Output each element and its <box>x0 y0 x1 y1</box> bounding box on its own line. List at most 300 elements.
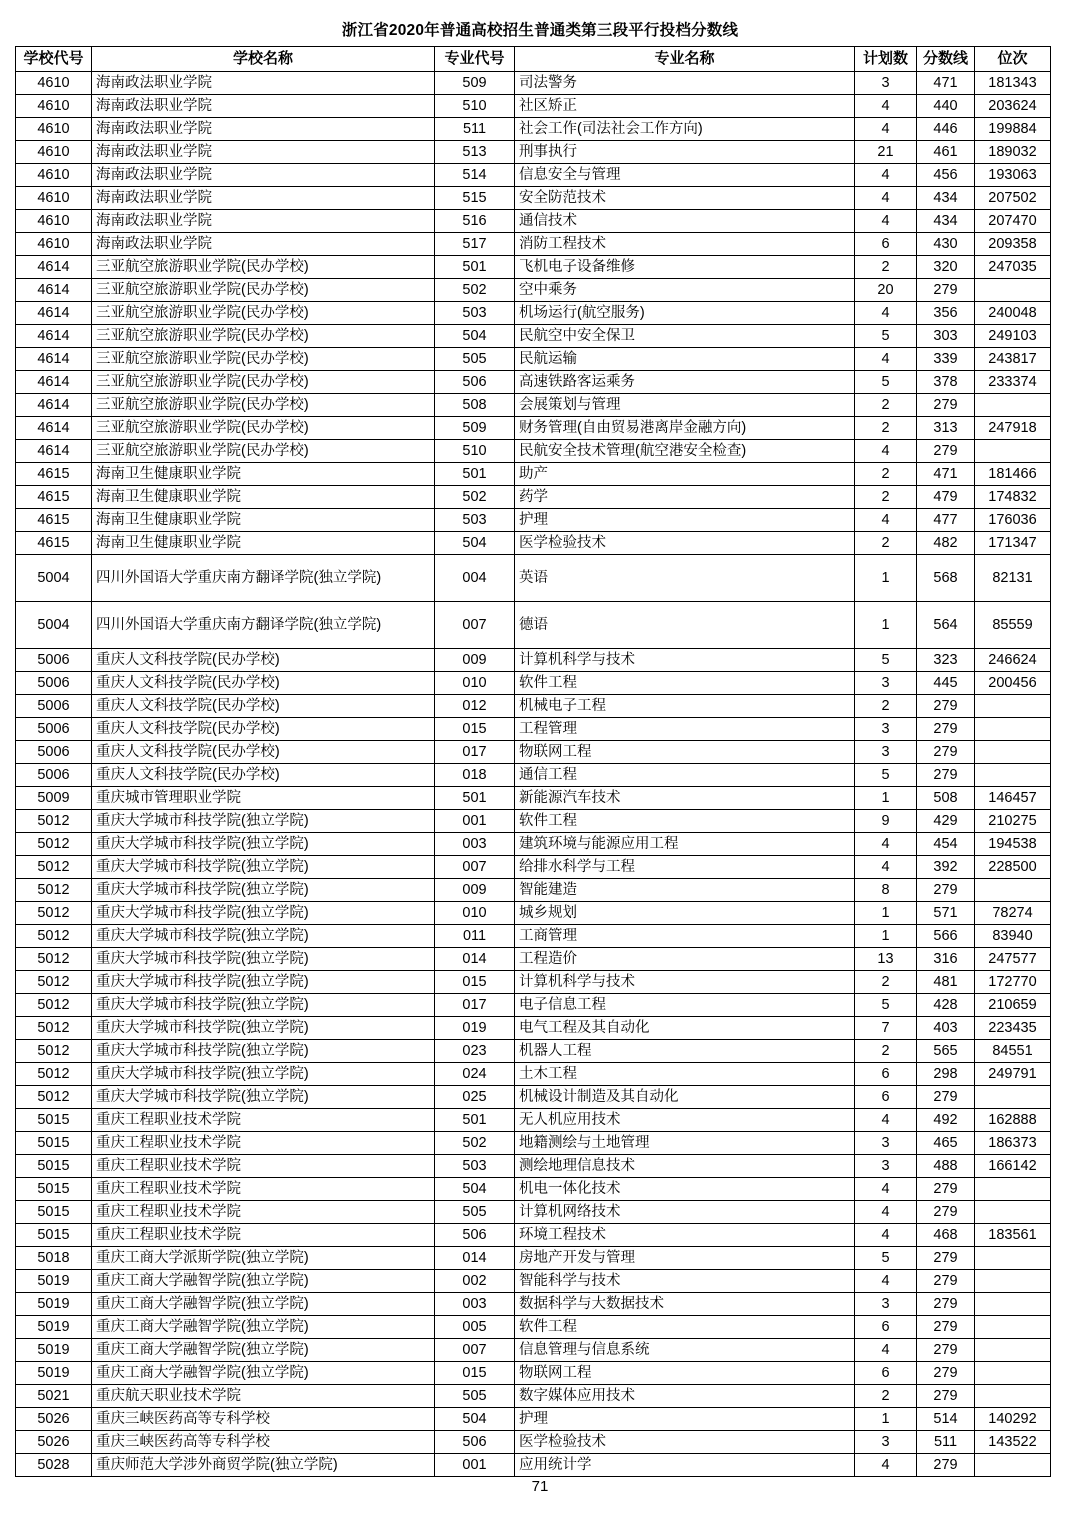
table-row <box>16 787 1051 810</box>
cell-major-name: 机械设计制造及其自动化 <box>515 1086 855 1109</box>
cell-plan-count: 4 <box>855 1201 917 1224</box>
cell-score-line: 461 <box>917 141 975 164</box>
cell-score-line: 279 <box>917 1454 975 1477</box>
cell-school-code: 4610 <box>16 164 92 187</box>
table-body <box>16 72 1051 1477</box>
cell-plan-count: 5 <box>855 371 917 394</box>
cell-score-line: 323 <box>917 649 975 672</box>
table-row <box>16 118 1051 141</box>
table-row <box>16 1408 1051 1431</box>
cell-rank: 186373 <box>975 1132 1051 1155</box>
table-header <box>16 47 1051 72</box>
cell-rank <box>975 1362 1051 1385</box>
cell-major-name: 地籍测绘与土地管理 <box>515 1132 855 1155</box>
table-row <box>16 279 1051 302</box>
table-row <box>16 833 1051 856</box>
cell-school-name: 海南政法职业学院 <box>92 210 435 233</box>
cell-school-code: 4610 <box>16 187 92 210</box>
cell-plan-count: 6 <box>855 233 917 256</box>
cell-major-name: 通信技术 <box>515 210 855 233</box>
table-row <box>16 1339 1051 1362</box>
cell-school-name: 重庆大学城市科技学院(独立学院) <box>92 833 435 856</box>
table-row <box>16 856 1051 879</box>
cell-major-name: 电子信息工程 <box>515 994 855 1017</box>
cell-score-line: 279 <box>917 394 975 417</box>
cell-score-line: 514 <box>917 1408 975 1431</box>
cell-major-code: 515 <box>435 187 515 210</box>
cell-school-name: 重庆三峡医药高等专科学校 <box>92 1431 435 1454</box>
table-row <box>16 1431 1051 1454</box>
cell-major-code: 502 <box>435 486 515 509</box>
cell-score-line: 456 <box>917 164 975 187</box>
cell-major-code: 504 <box>435 1178 515 1201</box>
cell-plan-count: 4 <box>855 95 917 118</box>
column-header-major-code: 专业代号 <box>435 47 515 72</box>
cell-rank <box>975 1270 1051 1293</box>
table-row <box>16 649 1051 672</box>
cell-rank: 83940 <box>975 925 1051 948</box>
cell-school-code: 5012 <box>16 971 92 994</box>
cell-score-line: 279 <box>917 279 975 302</box>
cell-school-code: 5004 <box>16 602 92 649</box>
table-row <box>16 233 1051 256</box>
cell-plan-count: 1 <box>855 555 917 602</box>
cell-score-line: 440 <box>917 95 975 118</box>
cell-major-code: 005 <box>435 1316 515 1339</box>
cell-score-line: 356 <box>917 302 975 325</box>
cell-major-name: 城乡规划 <box>515 902 855 925</box>
cell-major-name: 德语 <box>515 602 855 649</box>
cell-school-name: 重庆工商大学融智学院(独立学院) <box>92 1270 435 1293</box>
cell-major-name: 医学检验技术 <box>515 532 855 555</box>
cell-major-code: 014 <box>435 1247 515 1270</box>
cell-major-code: 501 <box>435 256 515 279</box>
cell-major-name: 医学检验技术 <box>515 1431 855 1454</box>
cell-school-name: 三亚航空旅游职业学院(民办学校) <box>92 302 435 325</box>
cell-major-code: 007 <box>435 856 515 879</box>
cell-major-name: 计算机科学与技术 <box>515 649 855 672</box>
cell-major-name: 工商管理 <box>515 925 855 948</box>
cell-major-name: 药学 <box>515 486 855 509</box>
cell-school-code: 4614 <box>16 348 92 371</box>
cell-plan-count: 20 <box>855 279 917 302</box>
cell-major-code: 009 <box>435 649 515 672</box>
cell-school-code: 4610 <box>16 210 92 233</box>
table-row <box>16 532 1051 555</box>
cell-major-code: 024 <box>435 1063 515 1086</box>
cell-school-code: 4615 <box>16 509 92 532</box>
cell-rank: 171347 <box>975 532 1051 555</box>
cell-plan-count: 4 <box>855 348 917 371</box>
cell-major-name: 消防工程技术 <box>515 233 855 256</box>
table-row <box>16 1178 1051 1201</box>
cell-school-name: 三亚航空旅游职业学院(民办学校) <box>92 279 435 302</box>
cell-major-code: 502 <box>435 279 515 302</box>
cell-major-name: 护理 <box>515 509 855 532</box>
cell-plan-count: 1 <box>855 925 917 948</box>
cell-school-code: 5012 <box>16 994 92 1017</box>
cell-plan-count: 6 <box>855 1063 917 1086</box>
cell-school-name: 重庆大学城市科技学院(独立学院) <box>92 810 435 833</box>
cell-score-line: 279 <box>917 1086 975 1109</box>
table-row <box>16 1201 1051 1224</box>
cell-plan-count: 2 <box>855 695 917 718</box>
table-row <box>16 1385 1051 1408</box>
cell-plan-count: 6 <box>855 1316 917 1339</box>
table-row <box>16 371 1051 394</box>
cell-school-name: 重庆人文科技学院(民办学校) <box>92 741 435 764</box>
cell-rank <box>975 718 1051 741</box>
cell-major-name: 智能建造 <box>515 879 855 902</box>
cell-score-line: 511 <box>917 1431 975 1454</box>
cell-rank <box>975 440 1051 463</box>
cell-score-line: 320 <box>917 256 975 279</box>
cell-major-code: 011 <box>435 925 515 948</box>
table-row <box>16 1362 1051 1385</box>
cell-plan-count: 2 <box>855 256 917 279</box>
cell-rank: 84551 <box>975 1040 1051 1063</box>
cell-school-code: 5019 <box>16 1270 92 1293</box>
table-row <box>16 695 1051 718</box>
cell-rank: 82131 <box>975 555 1051 602</box>
cell-school-code: 4610 <box>16 141 92 164</box>
cell-school-name: 海南政法职业学院 <box>92 141 435 164</box>
cell-major-code: 007 <box>435 602 515 649</box>
cell-school-code: 5026 <box>16 1408 92 1431</box>
cell-score-line: 430 <box>917 233 975 256</box>
cell-rank: 143522 <box>975 1431 1051 1454</box>
table-row <box>16 417 1051 440</box>
cell-rank: 181466 <box>975 463 1051 486</box>
cell-major-code: 509 <box>435 417 515 440</box>
cell-rank: 223435 <box>975 1017 1051 1040</box>
cell-plan-count: 4 <box>855 1270 917 1293</box>
cell-school-code: 4614 <box>16 256 92 279</box>
cell-school-code: 4615 <box>16 463 92 486</box>
cell-score-line: 279 <box>917 1316 975 1339</box>
cell-major-code: 009 <box>435 879 515 902</box>
cell-major-name: 信息管理与信息系统 <box>515 1339 855 1362</box>
cell-score-line: 279 <box>917 1362 975 1385</box>
cell-rank <box>975 1293 1051 1316</box>
cell-school-name: 海南卫生健康职业学院 <box>92 486 435 509</box>
cell-score-line: 488 <box>917 1155 975 1178</box>
cell-plan-count: 4 <box>855 1339 917 1362</box>
cell-major-code: 511 <box>435 118 515 141</box>
table-row <box>16 95 1051 118</box>
table-row <box>16 1224 1051 1247</box>
cell-plan-count: 21 <box>855 141 917 164</box>
cell-rank <box>975 1454 1051 1477</box>
cell-school-name: 重庆人文科技学院(民办学校) <box>92 649 435 672</box>
cell-rank: 207502 <box>975 187 1051 210</box>
cell-school-name: 重庆工程职业技术学院 <box>92 1224 435 1247</box>
cell-score-line: 392 <box>917 856 975 879</box>
cell-score-line: 279 <box>917 1339 975 1362</box>
cell-school-name: 三亚航空旅游职业学院(民办学校) <box>92 325 435 348</box>
cell-score-line: 479 <box>917 486 975 509</box>
cell-plan-count: 1 <box>855 787 917 810</box>
table-row <box>16 187 1051 210</box>
cell-major-name: 计算机网络技术 <box>515 1201 855 1224</box>
cell-major-name: 机械电子工程 <box>515 695 855 718</box>
cell-major-code: 516 <box>435 210 515 233</box>
cell-school-code: 4610 <box>16 233 92 256</box>
cell-rank: 247577 <box>975 948 1051 971</box>
cell-score-line: 481 <box>917 971 975 994</box>
cell-school-name: 四川外国语大学重庆南方翻译学院(独立学院) <box>92 602 435 649</box>
cell-school-name: 重庆人文科技学院(民办学校) <box>92 695 435 718</box>
cell-major-name: 环境工程技术 <box>515 1224 855 1247</box>
cell-score-line: 279 <box>917 718 975 741</box>
cell-major-code: 510 <box>435 95 515 118</box>
table-row <box>16 948 1051 971</box>
cell-rank: 189032 <box>975 141 1051 164</box>
cell-major-name: 软件工程 <box>515 810 855 833</box>
cell-major-code: 504 <box>435 325 515 348</box>
table-row <box>16 348 1051 371</box>
cell-plan-count: 4 <box>855 164 917 187</box>
cell-plan-count: 1 <box>855 902 917 925</box>
cell-rank: 240048 <box>975 302 1051 325</box>
cell-school-code: 5004 <box>16 555 92 602</box>
cell-major-code: 504 <box>435 532 515 555</box>
cell-school-name: 重庆工程职业技术学院 <box>92 1155 435 1178</box>
cell-score-line: 279 <box>917 695 975 718</box>
cell-rank <box>975 394 1051 417</box>
cell-score-line: 378 <box>917 371 975 394</box>
cell-school-name: 重庆大学城市科技学院(独立学院) <box>92 1086 435 1109</box>
cell-score-line: 279 <box>917 1293 975 1316</box>
cell-school-code: 5015 <box>16 1224 92 1247</box>
table-row <box>16 1063 1051 1086</box>
score-table-container <box>15 46 1065 1477</box>
cell-plan-count: 4 <box>855 440 917 463</box>
cell-score-line: 279 <box>917 741 975 764</box>
cell-major-name: 测绘地理信息技术 <box>515 1155 855 1178</box>
cell-plan-count: 4 <box>855 118 917 141</box>
cell-plan-count: 3 <box>855 1431 917 1454</box>
cell-school-code: 5015 <box>16 1132 92 1155</box>
cell-major-code: 504 <box>435 1408 515 1431</box>
cell-plan-count: 4 <box>855 210 917 233</box>
cell-school-code: 4614 <box>16 417 92 440</box>
cell-major-code: 010 <box>435 902 515 925</box>
cell-rank: 210659 <box>975 994 1051 1017</box>
cell-school-code: 5015 <box>16 1109 92 1132</box>
table-row <box>16 971 1051 994</box>
cell-major-code: 509 <box>435 72 515 95</box>
cell-major-name: 土木工程 <box>515 1063 855 1086</box>
cell-score-line: 403 <box>917 1017 975 1040</box>
cell-major-name: 民航安全技术管理(航空港安全检查) <box>515 440 855 463</box>
cell-score-line: 279 <box>917 879 975 902</box>
cell-major-code: 015 <box>435 1362 515 1385</box>
cell-major-name: 通信工程 <box>515 764 855 787</box>
cell-major-code: 514 <box>435 164 515 187</box>
cell-school-code: 4615 <box>16 486 92 509</box>
cell-rank <box>975 1086 1051 1109</box>
table-row <box>16 302 1051 325</box>
cell-rank <box>975 1316 1051 1339</box>
cell-plan-count: 4 <box>855 1178 917 1201</box>
cell-school-name: 海南政法职业学院 <box>92 233 435 256</box>
cell-plan-count: 5 <box>855 764 917 787</box>
cell-school-code: 5006 <box>16 741 92 764</box>
cell-plan-count: 2 <box>855 1385 917 1408</box>
cell-rank <box>975 741 1051 764</box>
cell-rank: 249103 <box>975 325 1051 348</box>
page-number: 71 <box>531 1478 549 1495</box>
cell-school-code: 5015 <box>16 1201 92 1224</box>
cell-score-line: 279 <box>917 440 975 463</box>
cell-plan-count: 5 <box>855 325 917 348</box>
cell-rank: 78274 <box>975 902 1051 925</box>
table-row <box>16 902 1051 925</box>
cell-school-name: 海南卫生健康职业学院 <box>92 532 435 555</box>
cell-school-name: 四川外国语大学重庆南方翻译学院(独立学院) <box>92 555 435 602</box>
cell-major-code: 502 <box>435 1132 515 1155</box>
cell-major-name: 空中乘务 <box>515 279 855 302</box>
cell-school-name: 重庆工商大学派斯学院(独立学院) <box>92 1247 435 1270</box>
cell-major-code: 505 <box>435 1385 515 1408</box>
cell-major-name: 工程造价 <box>515 948 855 971</box>
cell-school-code: 5012 <box>16 810 92 833</box>
table-row <box>16 764 1051 787</box>
table-row <box>16 672 1051 695</box>
table-row <box>16 741 1051 764</box>
cell-rank: 209358 <box>975 233 1051 256</box>
cell-major-code: 505 <box>435 348 515 371</box>
cell-major-code: 002 <box>435 1270 515 1293</box>
cell-score-line: 428 <box>917 994 975 1017</box>
cell-major-name: 建筑环境与能源应用工程 <box>515 833 855 856</box>
cell-rank: 140292 <box>975 1408 1051 1431</box>
cell-major-code: 025 <box>435 1086 515 1109</box>
cell-school-code: 4614 <box>16 325 92 348</box>
cell-major-name: 机器人工程 <box>515 1040 855 1063</box>
cell-school-name: 重庆人文科技学院(民办学校) <box>92 672 435 695</box>
cell-plan-count: 9 <box>855 810 917 833</box>
cell-score-line: 316 <box>917 948 975 971</box>
cell-major-code: 506 <box>435 371 515 394</box>
cell-score-line: 279 <box>917 1270 975 1293</box>
cell-major-name: 软件工程 <box>515 1316 855 1339</box>
cell-major-code: 023 <box>435 1040 515 1063</box>
cell-major-name: 社区矫正 <box>515 95 855 118</box>
cell-school-name: 重庆航天职业技术学院 <box>92 1385 435 1408</box>
cell-major-name: 物联网工程 <box>515 1362 855 1385</box>
table-row <box>16 1086 1051 1109</box>
cell-rank: 246624 <box>975 649 1051 672</box>
cell-school-name: 三亚航空旅游职业学院(民办学校) <box>92 348 435 371</box>
cell-rank: 174832 <box>975 486 1051 509</box>
cell-rank: 166142 <box>975 1155 1051 1178</box>
cell-school-code: 5019 <box>16 1316 92 1339</box>
cell-score-line: 471 <box>917 72 975 95</box>
cell-plan-count: 5 <box>855 1247 917 1270</box>
cell-major-name: 给排水科学与工程 <box>515 856 855 879</box>
column-header-score-line: 分数线 <box>917 47 975 72</box>
cell-major-code: 003 <box>435 1293 515 1316</box>
cell-school-code: 5009 <box>16 787 92 810</box>
cell-rank <box>975 1385 1051 1408</box>
cell-school-name: 三亚航空旅游职业学院(民办学校) <box>92 256 435 279</box>
cell-major-name: 机场运行(航空服务) <box>515 302 855 325</box>
cell-plan-count: 3 <box>855 1155 917 1178</box>
cell-score-line: 279 <box>917 1247 975 1270</box>
cell-major-name: 信息安全与管理 <box>515 164 855 187</box>
cell-score-line: 571 <box>917 902 975 925</box>
cell-school-name: 重庆工程职业技术学院 <box>92 1178 435 1201</box>
cell-plan-count: 4 <box>855 187 917 210</box>
cell-school-name: 海南政法职业学院 <box>92 72 435 95</box>
cell-rank: 247035 <box>975 256 1051 279</box>
cell-major-code: 001 <box>435 1454 515 1477</box>
table-row <box>16 718 1051 741</box>
cell-rank: 207470 <box>975 210 1051 233</box>
cell-school-name: 海南政法职业学院 <box>92 164 435 187</box>
cell-rank <box>975 1178 1051 1201</box>
cell-school-code: 5012 <box>16 925 92 948</box>
cell-school-code: 5019 <box>16 1339 92 1362</box>
cell-score-line: 477 <box>917 509 975 532</box>
table-row <box>16 810 1051 833</box>
table-row <box>16 325 1051 348</box>
table-row <box>16 1454 1051 1477</box>
cell-plan-count: 3 <box>855 1293 917 1316</box>
table-row <box>16 440 1051 463</box>
cell-school-name: 重庆工商大学融智学院(独立学院) <box>92 1339 435 1362</box>
cell-school-name: 重庆师范大学涉外商贸学院(独立学院) <box>92 1454 435 1477</box>
cell-school-name: 重庆大学城市科技学院(独立学院) <box>92 879 435 902</box>
cell-plan-count: 3 <box>855 72 917 95</box>
cell-rank <box>975 695 1051 718</box>
cell-school-name: 重庆工商大学融智学院(独立学院) <box>92 1362 435 1385</box>
table-row <box>16 925 1051 948</box>
cell-major-code: 505 <box>435 1201 515 1224</box>
cell-school-name: 重庆大学城市科技学院(独立学院) <box>92 1063 435 1086</box>
cell-school-code: 4615 <box>16 532 92 555</box>
cell-plan-count: 3 <box>855 672 917 695</box>
cell-major-code: 018 <box>435 764 515 787</box>
cell-major-name: 电气工程及其自动化 <box>515 1017 855 1040</box>
cell-plan-count: 4 <box>855 1454 917 1477</box>
cell-school-code: 4610 <box>16 72 92 95</box>
cell-major-code: 517 <box>435 233 515 256</box>
cell-score-line: 565 <box>917 1040 975 1063</box>
cell-plan-count: 3 <box>855 718 917 741</box>
cell-school-code: 5006 <box>16 649 92 672</box>
cell-score-line: 279 <box>917 1385 975 1408</box>
cell-school-name: 重庆工程职业技术学院 <box>92 1109 435 1132</box>
cell-rank: 183561 <box>975 1224 1051 1247</box>
cell-school-code: 5015 <box>16 1178 92 1201</box>
cell-major-name: 助产 <box>515 463 855 486</box>
cell-plan-count: 2 <box>855 1040 917 1063</box>
cell-score-line: 445 <box>917 672 975 695</box>
cell-major-code: 017 <box>435 994 515 1017</box>
cell-major-code: 513 <box>435 141 515 164</box>
cell-major-code: 015 <box>435 971 515 994</box>
cell-plan-count: 2 <box>855 463 917 486</box>
cell-school-name: 重庆大学城市科技学院(独立学院) <box>92 948 435 971</box>
cell-school-code: 5019 <box>16 1293 92 1316</box>
cell-major-code: 503 <box>435 509 515 532</box>
cell-school-name: 重庆人文科技学院(民办学校) <box>92 718 435 741</box>
cell-major-name: 民航空中安全保卫 <box>515 325 855 348</box>
cell-school-code: 5012 <box>16 1040 92 1063</box>
